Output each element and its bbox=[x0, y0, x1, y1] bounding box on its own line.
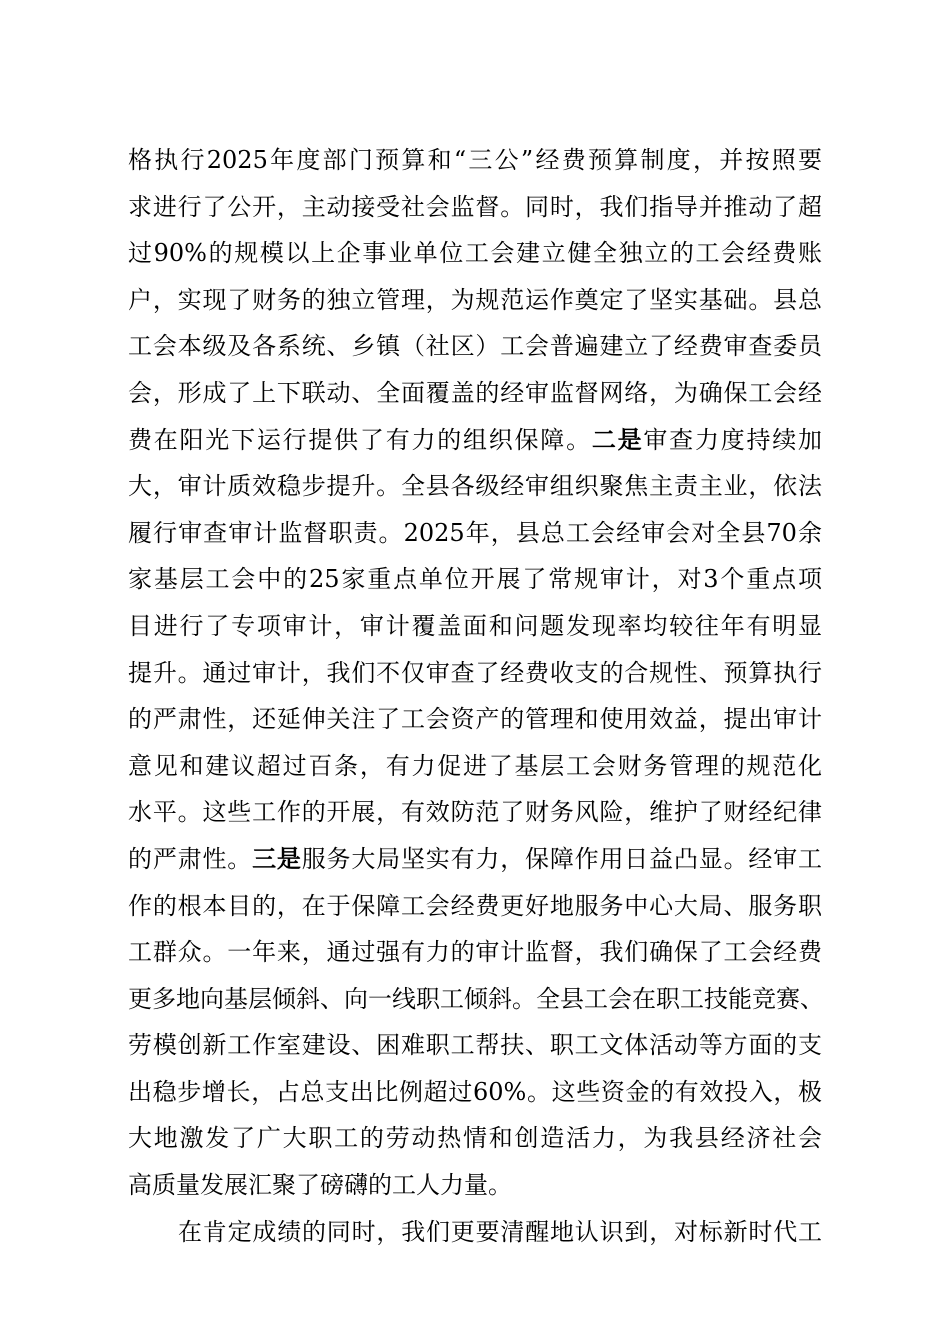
bold-heading-third: 三是 bbox=[252, 843, 302, 873]
text-line: 更多地向基层倾斜、向一线职工倾斜。全县工会在职工技能竞赛、 bbox=[128, 984, 824, 1013]
text-line: 大地激发了广大职工的劳动热情和创造活力，为我县经济社会 bbox=[128, 1124, 822, 1153]
paragraph-2 bbox=[128, 1209, 822, 1256]
text-segment: 服务大局坚实有力，保障作用日益凸显。经审工 bbox=[301, 844, 823, 873]
text-line: 在肯定成绩的同时，我们更要清醒地认识到，对标新时代工 bbox=[178, 1217, 822, 1246]
text-line: 户，实现了财务的独立管理，为规范运作奠定了坚实基础。县总 bbox=[128, 285, 822, 314]
text-line: 意见和建议超过百条，有力促进了基层工会财务管理的规范化 bbox=[128, 751, 822, 780]
text-line: 的严肃性，还延伸关注了工会资产的管理和使用效益，提出审计 bbox=[128, 705, 822, 734]
text-line: 格执行2025年度部门预算和“三公”经费预算制度，并按照要 bbox=[128, 146, 822, 174]
text-line: 工会本级及各系统、乡镇（社区）工会普遍建立了经费审查委员 bbox=[128, 332, 822, 361]
text-segment: 审查力度持续加 bbox=[643, 425, 823, 454]
text-line: 作的根本目的，在于保障工会经费更好地服务中心大局、服务职 bbox=[128, 891, 822, 920]
text-line: 高质量发展汇聚了磅礴的工人力量。 bbox=[128, 1171, 512, 1200]
text-line bbox=[128, 417, 822, 464]
text-line: 水平。这些工作的开展，有效防范了财务风险，维护了财经纪律 bbox=[128, 798, 822, 827]
text-line: 工群众。一年来，通过强有力的审计监督，我们确保了工会经费 bbox=[128, 938, 822, 967]
text-line: 劳模创新工作室建设、困难职工帮扶、职工文体活动等方面的支 bbox=[128, 1031, 822, 1060]
text-line: 家基层工会中的25家重点单位开展了常规审计，对3个重点项 bbox=[128, 565, 822, 594]
paragraph-1 bbox=[128, 137, 822, 1209]
text-line: 出稳步增长，占总支出比例超过60%。这些资金的有效投入，极 bbox=[128, 1077, 822, 1106]
text-line: 提升。通过审计，我们不仅审查了经费收支的合规性、预算执行 bbox=[128, 658, 822, 687]
text-segment: 费在阳光下运行提供了有力的组织保障。 bbox=[128, 425, 592, 454]
text-segment: 的严肃性。 bbox=[128, 844, 253, 873]
text-line: 目进行了专项审计，审计覆盖面和问题发现率均较往年有明显 bbox=[128, 611, 822, 640]
bold-heading-second: 二是 bbox=[591, 424, 644, 454]
text-line bbox=[128, 836, 822, 883]
text-line: 履行审查审计监督职责。2025年，县总工会经审会对全县70余 bbox=[128, 518, 822, 547]
document-page bbox=[128, 137, 822, 1255]
text-line: 过90%的规模以上企事业单位工会建立健全独立的工会经费账 bbox=[128, 239, 822, 268]
text-line: 会，形成了上下联动、全面覆盖的经审监督网络，为确保工会经 bbox=[128, 378, 822, 407]
text-line: 求进行了公开，主动接受社会监督。同时，我们指导并推动了超 bbox=[128, 192, 822, 221]
text-line: 大，审计质效稳步提升。全县各级经审组织聚焦主责主业，依法 bbox=[128, 472, 822, 501]
